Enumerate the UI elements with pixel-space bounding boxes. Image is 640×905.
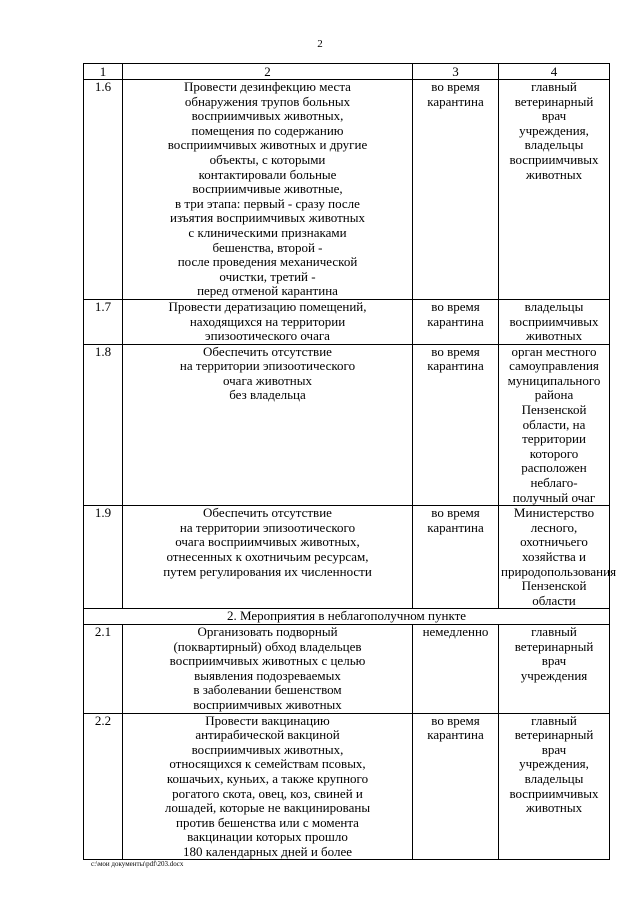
table-header-row xyxy=(84,64,610,80)
column-header: 3 xyxy=(413,64,499,80)
column-header: 1 xyxy=(84,64,123,80)
item-number: 2.2 xyxy=(84,713,123,860)
responsible-text: главный ветеринарный врач учреждения xyxy=(514,623,594,683)
section-row xyxy=(84,609,610,625)
term-text: во время карантина xyxy=(427,79,484,109)
term-text: во время карантина xyxy=(427,298,484,329)
measures-table xyxy=(83,63,617,860)
term-text: немедленно xyxy=(422,623,489,639)
file-path-footer: c:\мои документы\pdf\203.docx xyxy=(91,860,184,868)
responsible-text: орган местного самоуправления муниципального района Пензенской области, на территории которого расположен неблаго- получный очаг xyxy=(507,343,601,505)
table-row xyxy=(84,80,610,300)
responsible-text: Министерство лесного, охотничьего хозяйства и природопользования Пензенской области xyxy=(501,505,617,608)
table-row xyxy=(84,506,610,609)
table-row xyxy=(84,299,610,344)
responsible-text: владельцы восприимчивых животных xyxy=(509,298,599,344)
table-row xyxy=(84,344,610,506)
measure-text: Провести дератизацию помещений, находящихся на территории эпизоотического очага xyxy=(168,298,367,344)
table-row xyxy=(84,624,610,713)
item-number: 1.6 xyxy=(84,80,123,300)
term-text: во время карантина xyxy=(427,505,484,535)
measure-text: Обеспечить отсутствие на территории эпизоотического очага восприимчивых животных, отнесенных к охотничьим ресурсам, путем регулирования их численности xyxy=(163,505,372,579)
column-header: 2 xyxy=(123,64,413,80)
measure-text: Организовать подворный (поквартирный) обход владельцев восприимчивых животных с целью выявления подозреваемых в заболевании бешенством восприимчивых животных xyxy=(169,623,366,712)
item-number: 1.9 xyxy=(84,506,123,609)
item-number: 2.1 xyxy=(84,624,123,713)
item-number: 1.8 xyxy=(84,344,123,506)
responsible-text: главный ветеринарный врач учреждения, владельцы восприимчивых животных xyxy=(509,79,599,182)
column-header: 4 xyxy=(499,64,610,80)
measure-text: Провести дезинфекцию места обнаружения трупов больных восприимчивых животных, помещения по содержанию восприимчивых животных и другие объекты, с которыми контактировали больные восприимчивые животные, в три этапа: первый - сразу после изъятия восприимчивых животных с клиническими признаками бешенства, второй - после проведения механической очистки, третий - перед отменой карантина xyxy=(167,79,368,299)
section-title: 2. Мероприятия в неблагополучном пункте xyxy=(84,609,610,625)
table-row xyxy=(84,713,610,860)
measure-text: Провести вакцинацию антирабической вакциной восприимчивых животных, относящихся к семействам псовых, кошачьих, куньих, а также крупного рогатого скота, овец, коз, свиней и лошадей, которые не вакцинированы против бешенства или с момента вакцинации которых прошло 180 календарных дней и более xyxy=(164,712,371,859)
responsible-text: главный ветеринарный врач учреждения, владельцы восприимчивых животных xyxy=(509,712,599,816)
term-text: во время карантина xyxy=(427,343,484,374)
page-number: 2 xyxy=(317,38,323,50)
measure-text: Обеспечить отсутствие на территории эпизоотического очага животных без владельца xyxy=(179,343,356,403)
term-text: во время карантина xyxy=(427,712,484,743)
item-number: 1.7 xyxy=(84,299,123,344)
